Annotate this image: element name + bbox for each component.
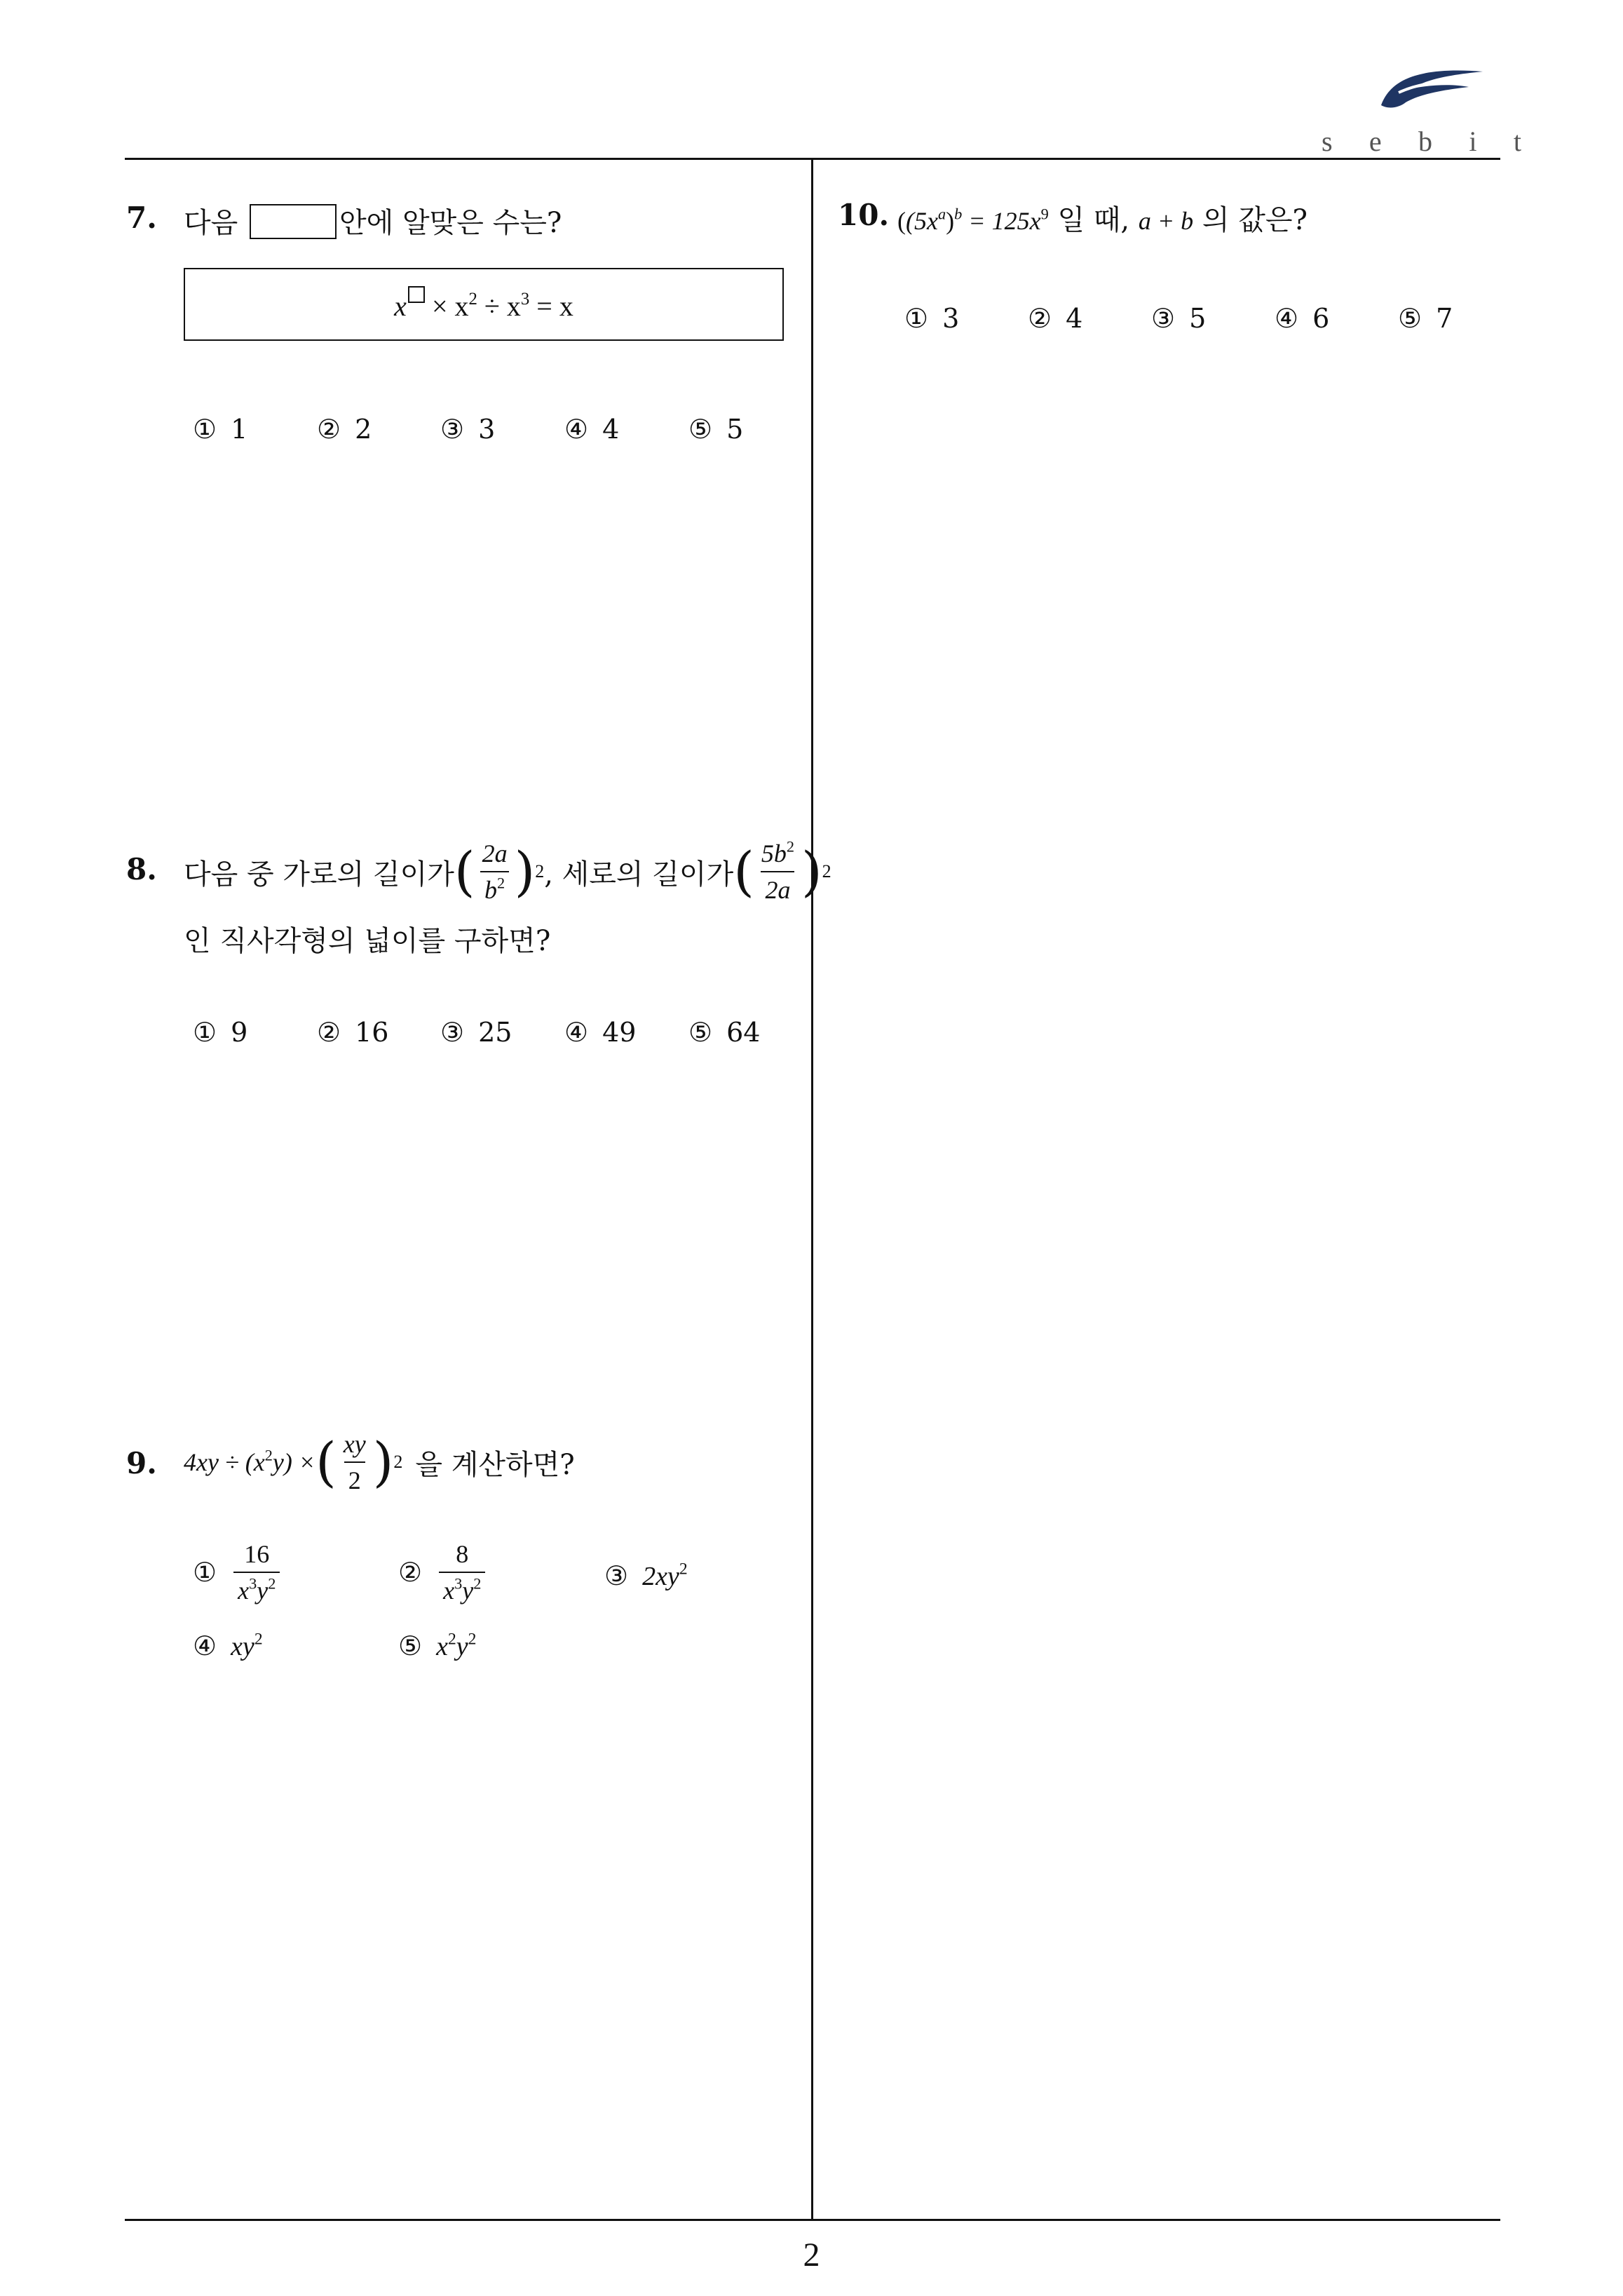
exponent: 2 xyxy=(473,1574,482,1593)
exponent: 9 xyxy=(1040,205,1049,223)
expression: ($(5x^a)^b = 125x^9$ xyxy=(897,205,1049,235)
question-10-text1: 일 때, xyxy=(1057,204,1130,236)
choice-value: 2 xyxy=(355,414,372,445)
fraction xyxy=(233,1539,280,1605)
den-var: y xyxy=(462,1576,474,1605)
q10-choice-3[interactable] xyxy=(1151,303,1206,334)
choice-marker: ① xyxy=(193,1017,217,1048)
choice-marker: ③ xyxy=(440,1017,465,1048)
q8-choice-2[interactable] xyxy=(317,1017,388,1048)
question-7-equation-box xyxy=(184,268,784,341)
choice-value: 3 xyxy=(942,303,960,334)
den-var: x xyxy=(443,1576,455,1605)
choice-marker: ④ xyxy=(1275,303,1299,334)
exponent: 2 xyxy=(264,1446,273,1464)
q9-choice-3[interactable] xyxy=(604,1560,688,1592)
den-var: y xyxy=(257,1576,269,1605)
choice-marker: ① xyxy=(193,1557,217,1588)
fraction-numerator: 8 xyxy=(456,1540,469,1568)
exponent: 2 xyxy=(447,1630,456,1649)
logo-letter: i xyxy=(1469,126,1477,157)
left-paren: ( xyxy=(315,1431,337,1493)
choice-marker: ② xyxy=(317,414,341,445)
q8-choice-3[interactable] xyxy=(440,1017,512,1048)
exponent: 2 xyxy=(679,1560,688,1579)
choice-value: 25 xyxy=(478,1017,512,1048)
q8-choice-5[interactable] xyxy=(688,1017,760,1048)
expr-part: 4xy ÷ (x xyxy=(184,1448,265,1476)
left-paren: ( xyxy=(454,840,475,903)
answer-blank-box xyxy=(250,204,337,239)
fraction-numerator: 5b xyxy=(761,839,787,867)
choice-value: 4 xyxy=(602,414,620,445)
question-9-prompt: 을 계산하면? xyxy=(415,1448,575,1481)
eq-exp: 3 xyxy=(520,289,530,309)
choice-marker: ④ xyxy=(564,414,589,445)
right-paren: ) xyxy=(514,840,536,903)
choice-value: 49 xyxy=(602,1017,637,1048)
fraction-denominator: b xyxy=(484,876,497,904)
logo-letter: s xyxy=(1322,126,1333,157)
q10-choice-2[interactable] xyxy=(1028,303,1082,334)
sebit-logo-word xyxy=(1322,125,1521,158)
question-10-text2: 의 값은? xyxy=(1202,204,1308,236)
question-10-text xyxy=(897,198,1308,238)
choice-value: 2xy xyxy=(642,1562,679,1591)
fraction-denominator: 2 xyxy=(344,1461,365,1495)
choice-marker: ② xyxy=(317,1017,341,1048)
choice-marker: ⑤ xyxy=(688,1017,713,1048)
fraction xyxy=(757,839,799,905)
choice-value: xy xyxy=(231,1632,254,1661)
choice-marker: ④ xyxy=(193,1630,217,1661)
expr-part: (5x xyxy=(906,207,938,235)
fraction-numerator: xy xyxy=(343,1430,366,1458)
q8-choice-4[interactable] xyxy=(564,1017,636,1048)
page-number: 2 xyxy=(803,2236,820,2274)
choice-value: 7 xyxy=(1436,303,1453,334)
expression xyxy=(184,1447,315,1477)
choice-marker: ① xyxy=(193,414,217,445)
exponent: 2 xyxy=(496,874,505,892)
exponent: 2 xyxy=(822,861,831,882)
exponent: 3 xyxy=(454,1574,463,1593)
q9-choice-4[interactable] xyxy=(193,1630,263,1662)
blank-square-icon xyxy=(408,286,425,303)
q7-choice-1[interactable] xyxy=(193,414,247,445)
choice-value: 1 xyxy=(231,414,248,445)
q10-choice-1[interactable] xyxy=(904,303,959,334)
choice-marker: ② xyxy=(1028,303,1052,334)
logo-letter: e xyxy=(1369,126,1382,157)
q7-choice-3[interactable] xyxy=(440,414,495,445)
expr-part: = 125x xyxy=(968,207,1041,235)
fraction xyxy=(339,1429,370,1495)
question-8-line2: 인 직사각형의 넓이를 구하면? xyxy=(184,925,551,957)
choice-value: 9 xyxy=(231,1017,248,1048)
choice-marker: ⑤ xyxy=(1398,303,1422,334)
exponent: 2 xyxy=(268,1574,276,1593)
q7-choice-2[interactable] xyxy=(317,414,372,445)
choice-value: 16 xyxy=(355,1017,389,1048)
choice-value: 5 xyxy=(1189,303,1207,334)
eq-exp: 2 xyxy=(468,289,477,309)
eq-result: = x xyxy=(536,290,573,323)
footer-rule xyxy=(125,2219,1500,2221)
exponent: 2 xyxy=(468,1630,477,1649)
q9-choice-5[interactable] xyxy=(398,1630,476,1662)
q8-choice-1[interactable] xyxy=(193,1017,247,1048)
q9-choice-2[interactable] xyxy=(398,1539,488,1605)
eq-div: ÷ x xyxy=(484,290,521,323)
question-8-text xyxy=(184,826,831,917)
choice-marker: ③ xyxy=(1151,303,1176,334)
choice-marker: ① xyxy=(904,303,929,334)
choice-value: y xyxy=(456,1632,468,1661)
choice-value: 5 xyxy=(726,414,744,445)
question-8-number: 8. xyxy=(126,852,157,886)
exponent: 3 xyxy=(249,1574,257,1593)
expression: a + b xyxy=(1138,207,1194,235)
exponent: 2 xyxy=(786,837,795,856)
q10-choice-5[interactable] xyxy=(1398,303,1453,334)
right-paren: ) xyxy=(801,840,822,903)
q9-choice-1[interactable] xyxy=(193,1539,283,1605)
question-7-text xyxy=(184,201,562,241)
exponent: 2 xyxy=(393,1452,403,1472)
question-8-text-part1: 다음 중 가로의 길이가 xyxy=(184,858,454,891)
logo-letter: b xyxy=(1418,126,1433,157)
right-paren: ) xyxy=(372,1431,394,1493)
den-var: x xyxy=(238,1576,250,1605)
question-9-number: 9. xyxy=(126,1446,157,1480)
choice-value: 6 xyxy=(1312,303,1330,334)
column-divider xyxy=(811,160,813,2219)
choice-marker: ② xyxy=(398,1557,423,1588)
choice-value: 4 xyxy=(1066,303,1083,334)
choice-marker: ③ xyxy=(440,414,465,445)
fraction xyxy=(478,839,512,905)
choice-marker: ③ xyxy=(604,1560,629,1591)
sebit-logo xyxy=(1322,62,1521,160)
exponent: a xyxy=(937,205,946,223)
equation xyxy=(394,286,573,323)
choice-marker: ⑤ xyxy=(688,414,713,445)
question-10-number: 10. xyxy=(838,198,890,232)
eq-base: x xyxy=(394,290,407,323)
logo-letter: t xyxy=(1513,126,1521,157)
sebit-logo-mark-icon xyxy=(1378,62,1490,118)
left-paren: ( xyxy=(733,840,754,903)
choice-marker: ⑤ xyxy=(398,1630,423,1661)
fraction xyxy=(439,1539,485,1605)
exponent: 2 xyxy=(535,861,545,882)
exponent: b xyxy=(954,205,963,223)
q7-choice-4[interactable] xyxy=(564,414,619,445)
eq-times: × x xyxy=(431,290,469,323)
fraction-numerator: 16 xyxy=(244,1540,270,1568)
expr-part: ) xyxy=(946,207,955,235)
choice-value: 3 xyxy=(478,414,496,445)
choice-marker: ④ xyxy=(564,1017,589,1048)
question-9-text xyxy=(184,1424,575,1501)
exponent: 2 xyxy=(254,1630,263,1649)
choice-value: 64 xyxy=(726,1017,761,1048)
fraction-numerator: 2a xyxy=(482,839,508,867)
question-7-number: 7. xyxy=(126,201,157,235)
q10-choice-4[interactable] xyxy=(1275,303,1329,334)
fraction-denominator: 2a xyxy=(761,871,794,905)
question-8-text-part2: , 세로의 길이가 xyxy=(544,858,734,891)
q7-choice-5[interactable] xyxy=(688,414,743,445)
choice-value: x xyxy=(436,1632,448,1661)
question-7-text-before: 다음 xyxy=(184,207,238,239)
question-7-text-after: 안에 알맞은 수는? xyxy=(339,207,562,239)
expr-part: y) × xyxy=(272,1448,316,1476)
